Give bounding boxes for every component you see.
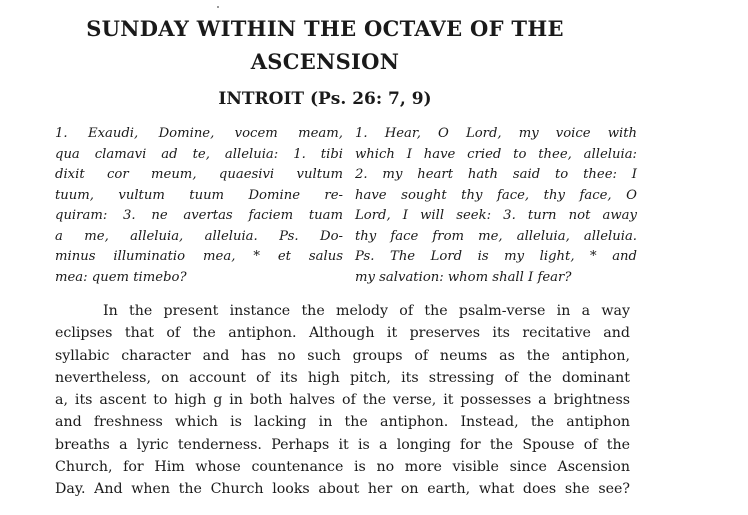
paragraph-line: and freshness which is lacking in the antiphon. Instead, the antiphon	[55, 414, 630, 431]
paragraph-line: Day. And when the Church looks about her on earth, what does she see?	[55, 481, 630, 498]
paragraph-line: syllabic character and has no such groups of neums as the antiphon,	[55, 347, 630, 364]
english-line: thy face from me, alleluia, alleluia.	[355, 228, 637, 244]
latin-line: dixit cor meum, quaesivi vultum	[55, 167, 343, 182]
english-line: 1. Hear, O Lord, my voice with	[355, 126, 637, 141]
latin-line: 1. Exaudi, Domine, vocem meam,	[55, 126, 343, 141]
latin-line: mea: quem timebo?	[55, 269, 187, 285]
latin-line: tuum, vultum tuum Domine re-	[55, 187, 343, 203]
english-line: have sought thy face, thy face, O	[355, 187, 637, 203]
paragraph-line: nevertheless, on account of its high pitch, its stressing of the dominant	[55, 369, 630, 386]
english-text-column	[355, 124, 637, 288]
paragraph-line: In the present instance the melody of the psalm-verse in a way	[103, 303, 630, 319]
english-line: which I have cried to thee, alleluia:	[355, 146, 637, 162]
paragraph-line: eclipses that of the antiphon. Although it preserves its recitative and	[55, 325, 630, 342]
english-line: my salvation: whom shall I fear?	[355, 269, 572, 285]
paragraph-line: breaths a lyric tenderness. Perhaps it is a longing for the Spouse of the	[55, 436, 630, 453]
commentary-paragraph	[55, 300, 630, 501]
section-heading-introit: INTROIT (Ps. 26: 7, 9)	[218, 89, 432, 109]
scan-speck	[217, 6, 219, 8]
latin-line: qua clamavi ad te, alleluia: 1. tibi	[55, 146, 343, 162]
latin-line: quiram: 3. ne avertas faciem tuam	[55, 208, 343, 223]
english-line: Lord, I will seek: 3. turn not away	[355, 208, 637, 223]
english-line: Ps. The Lord is my light, * and	[355, 249, 637, 264]
latin-line: minus illuminatio mea, * et salus	[55, 249, 343, 264]
paragraph-line: Church, for Him whose countenance is no more visible since Ascension	[55, 459, 630, 476]
paragraph-line: a, its ascent to high g in both halves of the verse, it possesses a brightness	[55, 392, 630, 409]
latin-line: a me, alleluia, alleluia. Ps. Do-	[55, 228, 343, 244]
english-line: 2. my heart hath said to thee: I	[355, 167, 637, 182]
latin-text-column	[55, 124, 343, 288]
page-title-line-2: ASCENSION	[250, 49, 400, 74]
page-title-line-1: SUNDAY WITHIN THE OCTAVE OF THE	[86, 16, 564, 41]
